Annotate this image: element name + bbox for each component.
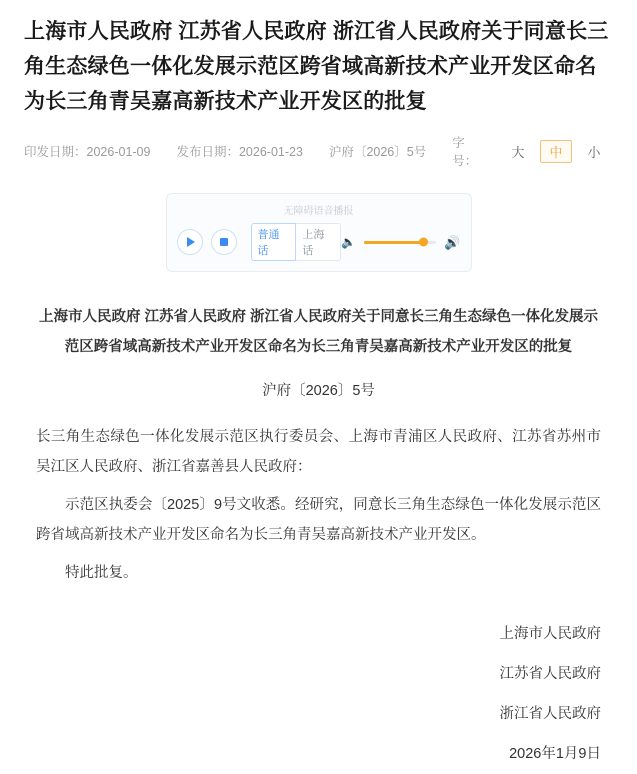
language-mandarin-button[interactable]: 普通话 <box>251 223 297 261</box>
article-paragraph: 特此批复。 <box>65 565 138 581</box>
fontsize-medium-button[interactable]: 中 <box>540 140 572 163</box>
audio-caption: 无障碍语音播报 <box>283 206 354 217</box>
document-number: 沪府〔2026〕5号 <box>328 145 427 159</box>
volume-slider[interactable] <box>364 241 436 244</box>
publish-date-label: 发布日期： <box>176 145 239 159</box>
volume-slider-fill <box>364 241 423 244</box>
signature-line: 上海市人民政府 <box>499 626 601 642</box>
fontsize-small-button[interactable]: 小 <box>587 144 601 160</box>
audio-player <box>166 193 472 272</box>
fontsize-large-button[interactable]: 大 <box>511 144 525 160</box>
article-paragraph: 示范区执委会〔2025〕9号文收悉。经研究，同意长三角生态绿色一体化发展示范区跨省域高新技术产业开发区命名为长三角青吴嘉高新技术产业开发区。 <box>36 497 601 543</box>
article-document-number: 沪府〔2026〕5号 <box>262 383 375 399</box>
article-title: 上海市人民政府 江苏省人民政府 浙江省人民政府关于同意长三角生态绿色一体化发展示范区跨省域高新技术产业开发区命名为长三角青吴嘉高新技术产业开发区的批复 <box>38 309 599 355</box>
signature-line: 江苏省人民政府 <box>499 666 601 682</box>
audio-player-wrapper <box>24 183 613 292</box>
page-title: 上海市人民政府 江苏省人民政府 浙江省人民政府关于同意长三角生态绿色一体化发展示范区跨省域高新技术产业开发区命名为长三角青吴嘉高新技术产业开发区的批复 <box>24 20 609 113</box>
article-body <box>24 292 613 774</box>
signature-line: 浙江省人民政府 <box>499 706 601 722</box>
volume-slider-knob[interactable] <box>419 238 428 247</box>
meta-left-group <box>24 142 452 160</box>
print-date-value: 2026-01-09 <box>86 145 151 159</box>
signature-date: 2026年1月9日 <box>509 746 601 762</box>
fontsize-control <box>452 133 613 169</box>
speaker-high-icon[interactable]: 🔊 <box>444 234 461 250</box>
stop-icon[interactable] <box>211 229 237 255</box>
publish-date <box>176 142 302 160</box>
fontsize-label: 字号： <box>452 136 478 168</box>
document-meta-bar <box>24 125 613 183</box>
language-shanghainese-button[interactable]: 上海话 <box>296 223 341 261</box>
stop-square <box>220 238 228 246</box>
volume-area <box>341 236 460 249</box>
print-date <box>24 142 150 160</box>
signature-block <box>36 614 601 774</box>
language-toggle-group <box>251 223 342 261</box>
article-paragraph: 长三角生态绿色一体化发展示范区执行委员会、上海市青浦区人民政府、江苏省苏州市吴江区人民政府、浙江省嘉善县人民政府： <box>36 429 601 475</box>
audio-controls <box>177 223 461 261</box>
play-triangle <box>187 237 195 247</box>
publish-date-value: 2026-01-23 <box>238 145 303 159</box>
print-date-label: 印发日期： <box>24 145 87 159</box>
speaker-low-icon[interactable]: 🔈 <box>341 235 357 249</box>
play-icon[interactable] <box>177 229 203 255</box>
